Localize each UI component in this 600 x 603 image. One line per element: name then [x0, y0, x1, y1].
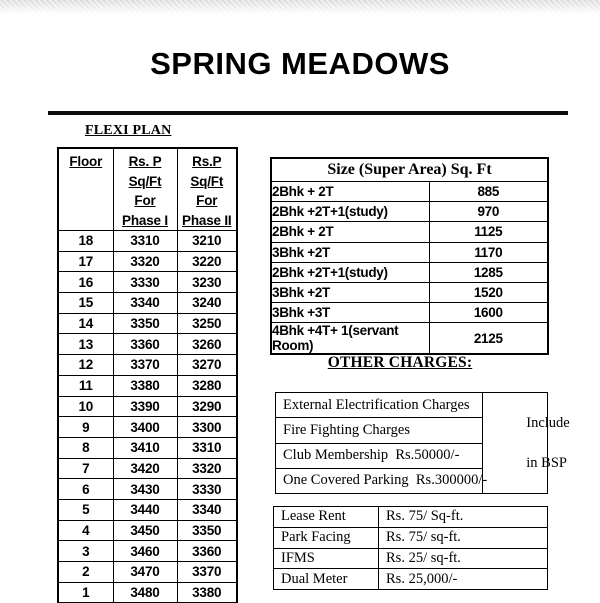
phase1-rate-cell: 3360: [113, 334, 177, 355]
phase2-rate-cell: 3270: [177, 355, 237, 376]
table-row: [58, 334, 237, 355]
phase2-rate-cell: 3220: [177, 251, 237, 272]
page-title: SPRING MEADOWS: [150, 46, 450, 81]
charge-label-cell: Park Facing: [274, 527, 379, 548]
table-row: [58, 437, 237, 458]
unit-type-cell: 2Bhk +2T+1(study): [271, 202, 429, 222]
charge-item-cell: External Electrification Charges: [276, 393, 483, 418]
phase2-header-line3: Phase II: [182, 212, 232, 228]
floor-cell: 15: [58, 293, 113, 314]
unit-type-cell: 2Bhk + 2T: [271, 182, 429, 202]
top-texture-strip: [0, 0, 600, 14]
include-in-bsp-cell: [483, 393, 570, 494]
phase2-rate-cell: 3290: [177, 396, 237, 417]
phase2-rate-cell: 3240: [177, 293, 237, 314]
floor-header-label: Floor: [69, 154, 103, 169]
floor-cell: 17: [58, 251, 113, 272]
charge-label-cell: Dual Meter: [274, 569, 379, 590]
phase1-rate-cell: 3350: [113, 313, 177, 334]
phase1-rate-cell: 3470: [113, 562, 177, 583]
table-row: [274, 507, 548, 528]
phase1-rate-cell: 3420: [113, 458, 177, 479]
floor-cell: 18: [58, 231, 113, 252]
unit-type-cell: 4Bhk +4T+ 1(servant Room): [271, 323, 429, 355]
area-cell: 1170: [429, 242, 548, 262]
phase1-rate-cell: 3340: [113, 293, 177, 314]
floor-cell: 1: [58, 582, 113, 603]
table-row: [58, 499, 237, 520]
table-row: [58, 231, 237, 252]
area-cell: 2125: [429, 323, 548, 355]
floor-cell: 3: [58, 541, 113, 562]
phase2-rate-cell: 3300: [177, 417, 237, 438]
phase2-rate-cell: 3310: [177, 437, 237, 458]
floor-cell: 16: [58, 272, 113, 293]
phase2-rate-cell: 3340: [177, 499, 237, 520]
include-note-line2: in BSP: [526, 455, 567, 471]
phase2-header-line1: Rs.P Sq/Ft: [190, 154, 224, 189]
table-row: [271, 282, 548, 302]
charge-label-cell: IFMS: [274, 548, 379, 569]
unit-type-cell: 3Bhk +2T: [271, 282, 429, 302]
phase1-rate-cell: 3440: [113, 499, 177, 520]
phase2-rate-cell: 3210: [177, 231, 237, 252]
other-charges-heading: OTHER CHARGES:: [327, 354, 473, 371]
phase2-header-cell: [177, 148, 237, 231]
table-row: [58, 458, 237, 479]
flexi-plan-table: [57, 147, 238, 603]
table-row: [271, 262, 548, 282]
table-row: [58, 251, 237, 272]
phase1-rate-cell: 3400: [113, 417, 177, 438]
size-table-header: Size (Super Area) Sq. Ft: [271, 158, 548, 182]
included-charges-table: [275, 392, 570, 494]
table-row: [274, 527, 548, 548]
charge-value-cell: Rs. 75/ Sq-ft.: [379, 507, 548, 528]
table-row: [271, 323, 548, 355]
phase2-rate-cell: 3360: [177, 541, 237, 562]
table-row: [58, 293, 237, 314]
floor-cell: 5: [58, 499, 113, 520]
floor-cell: 9: [58, 417, 113, 438]
table-header-row: [58, 148, 237, 231]
table-row: [58, 396, 237, 417]
phase1-header-line2: For: [134, 193, 156, 208]
charge-item-cell: One Covered Parking Rs.300000/-: [276, 468, 483, 493]
phase1-rate-cell: 3330: [113, 272, 177, 293]
floor-cell: 8: [58, 437, 113, 458]
unit-type-cell: 2Bhk +2T+1(study): [271, 262, 429, 282]
phase1-rate-cell: 3310: [113, 231, 177, 252]
phase2-rate-cell: 3280: [177, 375, 237, 396]
table-row: [271, 242, 548, 262]
area-cell: 1520: [429, 282, 548, 302]
floor-cell: 7: [58, 458, 113, 479]
table-row: [271, 303, 548, 323]
phase1-rate-cell: 3390: [113, 396, 177, 417]
phase2-rate-cell: 3260: [177, 334, 237, 355]
charge-item-cell: Club Membership Rs.50000/-: [276, 443, 483, 468]
floor-cell: 6: [58, 479, 113, 500]
table-row: [276, 393, 548, 418]
table-row: [271, 222, 548, 242]
unit-type-cell: 3Bhk +3T: [271, 303, 429, 323]
unit-type-cell: 2Bhk + 2T: [271, 222, 429, 242]
phase1-header-line3: Phase I: [122, 212, 168, 228]
table-row: [58, 355, 237, 376]
phase2-header-line2: For: [196, 193, 218, 208]
charge-item-cell: Fire Fighting Charges: [276, 418, 483, 443]
area-cell: 1125: [429, 222, 548, 242]
phase2-rate-cell: 3350: [177, 520, 237, 541]
phase1-rate-cell: 3430: [113, 479, 177, 500]
phase1-rate-cell: 3480: [113, 582, 177, 603]
charge-value-cell: Rs. 25,000/-: [379, 569, 548, 590]
floor-cell: 2: [58, 562, 113, 583]
unit-type-cell: 3Bhk +2T: [271, 242, 429, 262]
floor-cell: 13: [58, 334, 113, 355]
misc-charges-table: [273, 506, 548, 590]
area-cell: 970: [429, 202, 548, 222]
phase1-rate-cell: 3380: [113, 375, 177, 396]
table-row: [58, 582, 237, 603]
floor-cell: 14: [58, 313, 113, 334]
table-row: [58, 417, 237, 438]
phase1-rate-cell: 3370: [113, 355, 177, 376]
phase1-rate-cell: 3410: [113, 437, 177, 458]
phase1-rate-cell: 3320: [113, 251, 177, 272]
phase2-rate-cell: 3370: [177, 562, 237, 583]
phase2-rate-cell: 3320: [177, 458, 237, 479]
flexi-plan-heading: FLEXI PLAN: [85, 123, 172, 138]
phase1-header-cell: [113, 148, 177, 231]
charge-label-cell: Lease Rent: [274, 507, 379, 528]
floor-cell: 11: [58, 375, 113, 396]
table-row: [271, 182, 548, 202]
charge-value-cell: Rs. 25/ sq-ft.: [379, 548, 548, 569]
area-cell: 1285: [429, 262, 548, 282]
table-row: [274, 548, 548, 569]
table-row: [58, 313, 237, 334]
table-row: [274, 569, 548, 590]
phase2-rate-cell: 3380: [177, 582, 237, 603]
floor-cell: 10: [58, 396, 113, 417]
area-cell: 1600: [429, 303, 548, 323]
floor-cell: 12: [58, 355, 113, 376]
table-row: [58, 272, 237, 293]
include-note-line1: Include: [526, 415, 570, 431]
phase1-rate-cell: 3450: [113, 520, 177, 541]
floor-cell: 4: [58, 520, 113, 541]
table-row: [271, 202, 548, 222]
table-row: [58, 520, 237, 541]
phase2-rate-cell: 3250: [177, 313, 237, 334]
phase2-rate-cell: 3230: [177, 272, 237, 293]
table-row: [58, 541, 237, 562]
table-row: [58, 562, 237, 583]
area-cell: 885: [429, 182, 548, 202]
phase1-header-line1: Rs. P Sq/Ft: [128, 154, 162, 189]
horizontal-divider: [48, 111, 568, 115]
charge-value-cell: Rs. 75/ sq-ft.: [379, 527, 548, 548]
table-row: [58, 375, 237, 396]
table-header-row: [271, 158, 548, 182]
floor-header-cell: [58, 148, 113, 231]
size-super-area-table: [270, 157, 549, 355]
phase2-rate-cell: 3330: [177, 479, 237, 500]
phase1-rate-cell: 3460: [113, 541, 177, 562]
table-row: [58, 479, 237, 500]
